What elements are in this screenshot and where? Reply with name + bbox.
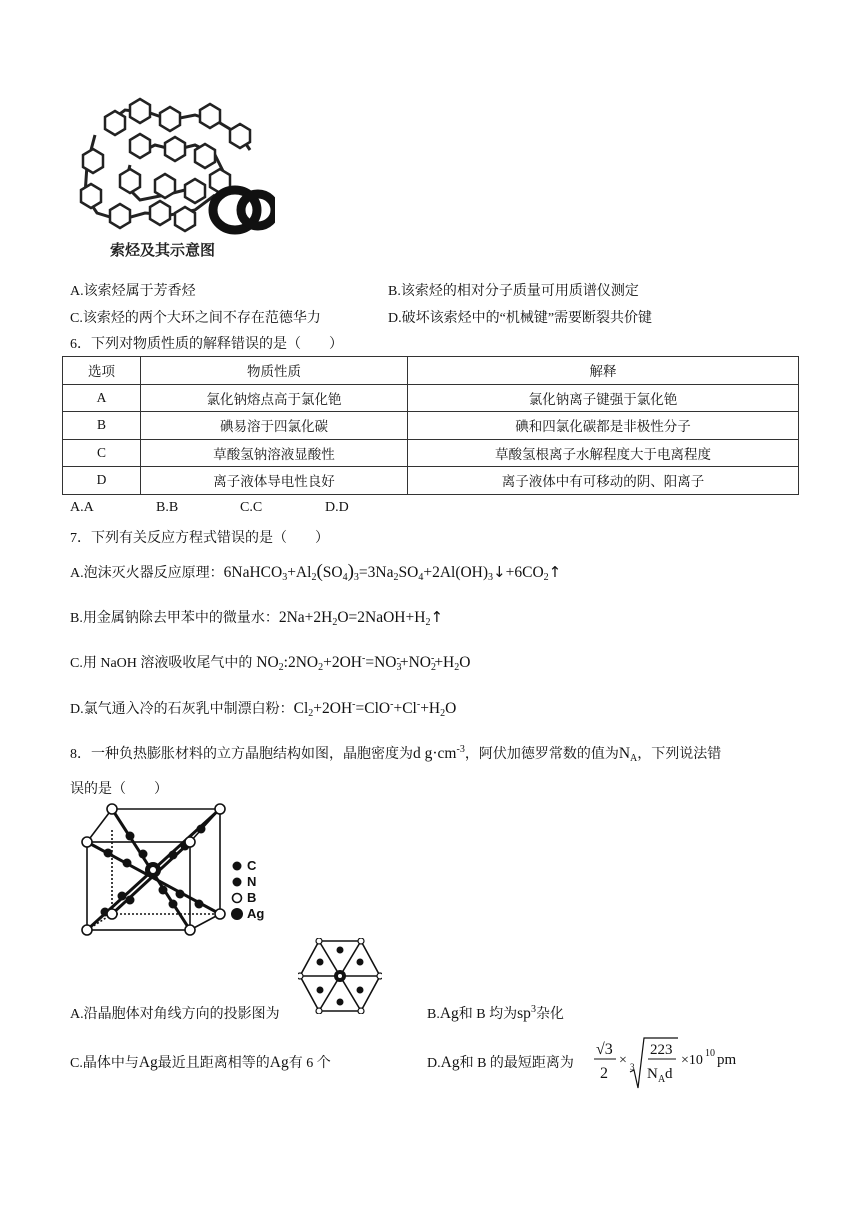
table-cell: 氯化钠离子键强于氯化铯 [408, 384, 799, 412]
q6-choice-d: D.D [325, 500, 349, 515]
q5-option-c: C.该索烃的两个大环之间不存在范德华力 [70, 311, 321, 326]
svg-text:223: 223 [650, 1042, 673, 1058]
q8-b-part2: 和 B 均为 [458, 1007, 518, 1022]
q7-c-prefix: C.用 NaOH 溶液吸收尾气中的 [70, 656, 253, 671]
table-header-cell: 解释 [408, 357, 799, 385]
q8-c-part3: 有 6 个 [288, 1056, 331, 1071]
q8-stem-part3: ，下列说法错 [637, 747, 722, 762]
legend-n: N [247, 874, 257, 889]
table-header-cell: 物质性质 [141, 357, 408, 385]
table-header-cell: 选项 [63, 357, 141, 385]
q7-b-prefix: B.用金属钠除去甲苯中的微量水： [70, 611, 279, 626]
table-cell: 草酸氢钠溶液显酸性 [141, 439, 408, 467]
svg-text:A: A [658, 1074, 666, 1085]
table-cell: D [63, 467, 141, 495]
legend-c: C [247, 858, 257, 873]
q6-choice-c: C.C [240, 500, 263, 515]
svg-text:pm: pm [717, 1052, 737, 1068]
q7-a-prefix: A.泡沫灭火器反应原理： [70, 566, 224, 581]
avogadro-symbol: $N_A$ [618, 745, 638, 764]
q8-b-part1: B. [427, 1007, 440, 1022]
legend-b: B [247, 890, 257, 905]
svg-text:×: × [619, 1053, 627, 1068]
q7-stem: 7．下列有关反应方程式错误的是（ ） [70, 531, 329, 546]
table-cell: 离子液体导电性良好 [141, 467, 408, 495]
catenane-figure [75, 95, 275, 265]
q8-option-d-text: D.Ag和 B 的最短距离为 [427, 1054, 574, 1071]
q6-choice-a: A.A [70, 500, 94, 515]
q8-stem [70, 743, 721, 763]
equation-c: $NO_2:2NO_2+2OH^-=NO_3^-+NO_2^-+H_2O$ [252, 653, 471, 673]
distance-formula [592, 1032, 752, 1094]
q8-stem-line2: 误的是（ ） [70, 782, 168, 797]
q7-option-a [70, 561, 561, 583]
table-row [63, 439, 799, 467]
q8-d-part1: D. [427, 1056, 441, 1071]
svg-text:3: 3 [630, 1062, 635, 1072]
q7-option-c [70, 652, 470, 672]
q5-option-d: D.破坏该索烃中的“机械键”需要断裂共价键 [388, 311, 653, 326]
q8-c-part2: 最近且距离相等的 [157, 1056, 270, 1071]
table-header-row [63, 357, 799, 385]
q7-option-d [70, 698, 456, 718]
density-expression: d $g\cdot cm^{-3}$ [413, 744, 465, 762]
q5-option-a: A.该索烃属于芳香烃 [70, 284, 196, 299]
q8-stem-part2: ，阿伏加德罗常数的值为 [464, 747, 619, 762]
q6-choice-b: B.B [156, 500, 179, 515]
q8-option-a: A.沿晶胞体对角线方向的投影图为 [70, 1007, 280, 1022]
q8-option-c: C.晶体中与Ag最近且距离相等的Ag有 6 个 [70, 1054, 331, 1071]
table-row [63, 467, 799, 495]
q8-option-b: B.Ag和 B 均为$sp^3$杂化 [427, 1004, 564, 1022]
table-row [63, 384, 799, 412]
q8-b-part3: 杂化 [535, 1007, 564, 1022]
svg-text:2: 2 [600, 1065, 608, 1082]
svg-text:d: d [665, 1066, 673, 1082]
q6-stem: 6．下列对物质性质的解释错误的是（ ） [70, 337, 343, 352]
q7-option-b [70, 607, 443, 627]
table-cell: 碘易溶于四氯化碳 [141, 412, 408, 440]
catenane-caption: 索烃及其示意图 [110, 241, 216, 259]
q7-d-prefix: D.氯气通入冷的石灰乳中制漂白粉： [70, 702, 294, 717]
q8-c-part1: C.晶体中与 [70, 1056, 139, 1071]
equation-b: $2Na+2H_2O=2NaOH+H_2↑$ [278, 608, 444, 628]
table-cell: 氯化钠熔点高于氯化铯 [141, 384, 408, 412]
unit-cell-figure [75, 800, 275, 940]
table-cell: C [63, 439, 141, 467]
table-cell: A [63, 384, 141, 412]
equation-a: $6NaHCO_3+Al_2(SO_4)_3=3Na_2SO_4+2Al(OH)_3↓+6CO_2↑$ [223, 561, 562, 583]
svg-text:10: 10 [705, 1048, 715, 1059]
table-cell: B [63, 412, 141, 440]
table-cell: 离子液体中有可移动的阴、阳离子 [408, 467, 799, 495]
svg-text:×10: ×10 [681, 1053, 703, 1068]
q6-table [62, 356, 799, 495]
q8-d-part2: 和 B 的最短距离为 [459, 1056, 574, 1071]
svg-text:√3: √3 [596, 1041, 613, 1058]
projection-hexagon-figure [298, 938, 382, 1014]
table-cell: 碘和四氯化碳都是非极性分子 [408, 412, 799, 440]
equation-d: $Cl_2+2OH^-=ClO^-+Cl^-+H_2O$ [293, 699, 457, 719]
svg-text:N: N [647, 1066, 658, 1082]
q5-option-b: B.该索烃的相对分子质量可用质谱仪测定 [388, 284, 639, 299]
table-row [63, 412, 799, 440]
q8-stem-part1: 8．一种负热膨胀材料的立方晶胞结构如图，晶胞密度为 [70, 747, 413, 762]
legend-ag: Ag [247, 906, 265, 921]
table-cell: 草酸氢根离子水解程度大于电离程度 [408, 439, 799, 467]
